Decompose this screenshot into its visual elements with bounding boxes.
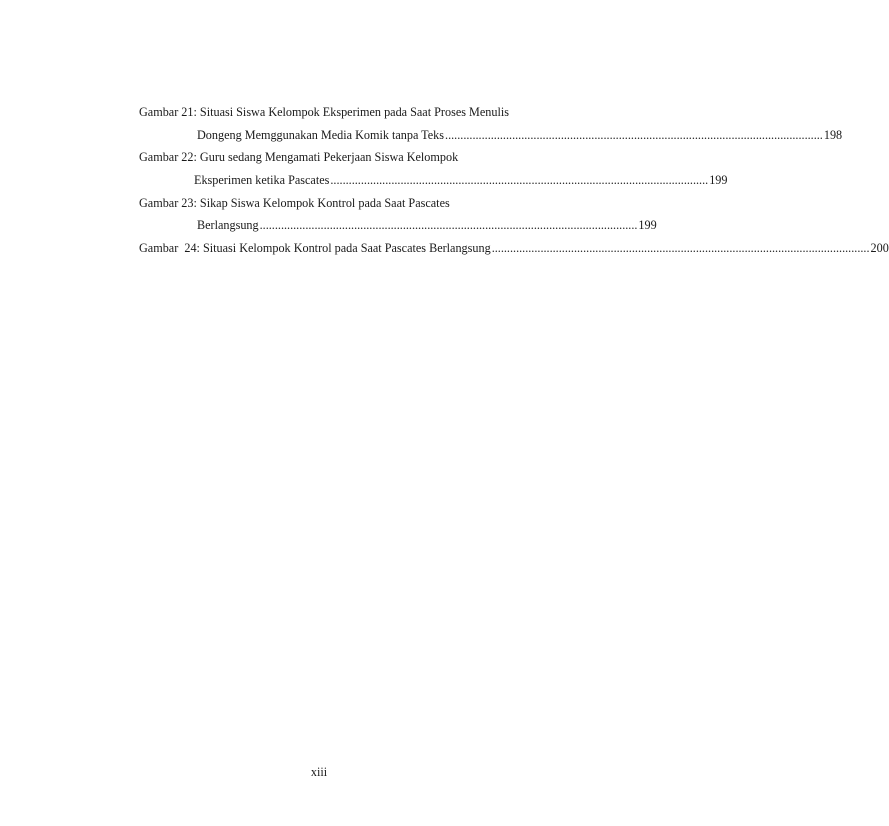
- toc-entry-21-page: 198: [823, 127, 843, 142]
- dot-leader: ............................................................................................................................: [445, 127, 823, 142]
- toc-entry-24-title: Gambar 24: Situasi Kelompok Kontrol pada Saat Pascates Berlangsung: [139, 241, 491, 256]
- dot-leader: ............................................................................................................................: [330, 173, 709, 188]
- toc-entry-23-title: Gambar 23: Sikap Siswa Kelompok Kontrol pada Saat Pascates: [139, 195, 450, 210]
- toc-entry-22-continuation: [139, 169, 728, 192]
- toc-entry-24: [139, 237, 889, 260]
- toc-entry-23-page: 199: [638, 218, 657, 233]
- toc-entry-22-title: Gambar 22: Guru sedang Mengamati Pekerjaan Siswa Kelompok: [139, 150, 459, 165]
- toc-entry-21-title-cont: Dongeng Memggunakan Media Komik tanpa Teks: [197, 127, 445, 142]
- toc-entry-22-title-cont: Eksperimen ketika Pascates: [194, 173, 330, 188]
- toc-entry-22-page: 199: [709, 173, 728, 188]
- dot-leader: ............................................................................................................................: [259, 218, 638, 233]
- toc-entry-24-page: 200: [870, 241, 889, 256]
- toc-entry-21-title: Gambar 21: Situasi Siswa Kelompok Eksperimen pada Saat Proses Menulis: [139, 105, 509, 119]
- page-number: xiii: [310, 765, 328, 779]
- toc-entry-21-continuation: [139, 124, 843, 147]
- list-of-figures: [139, 101, 889, 260]
- dot-leader: ............................................................................................................................: [491, 241, 870, 256]
- toc-entry-23-title-cont: Berlangsung: [197, 218, 259, 233]
- toc-entry-23-continuation: [139, 214, 657, 237]
